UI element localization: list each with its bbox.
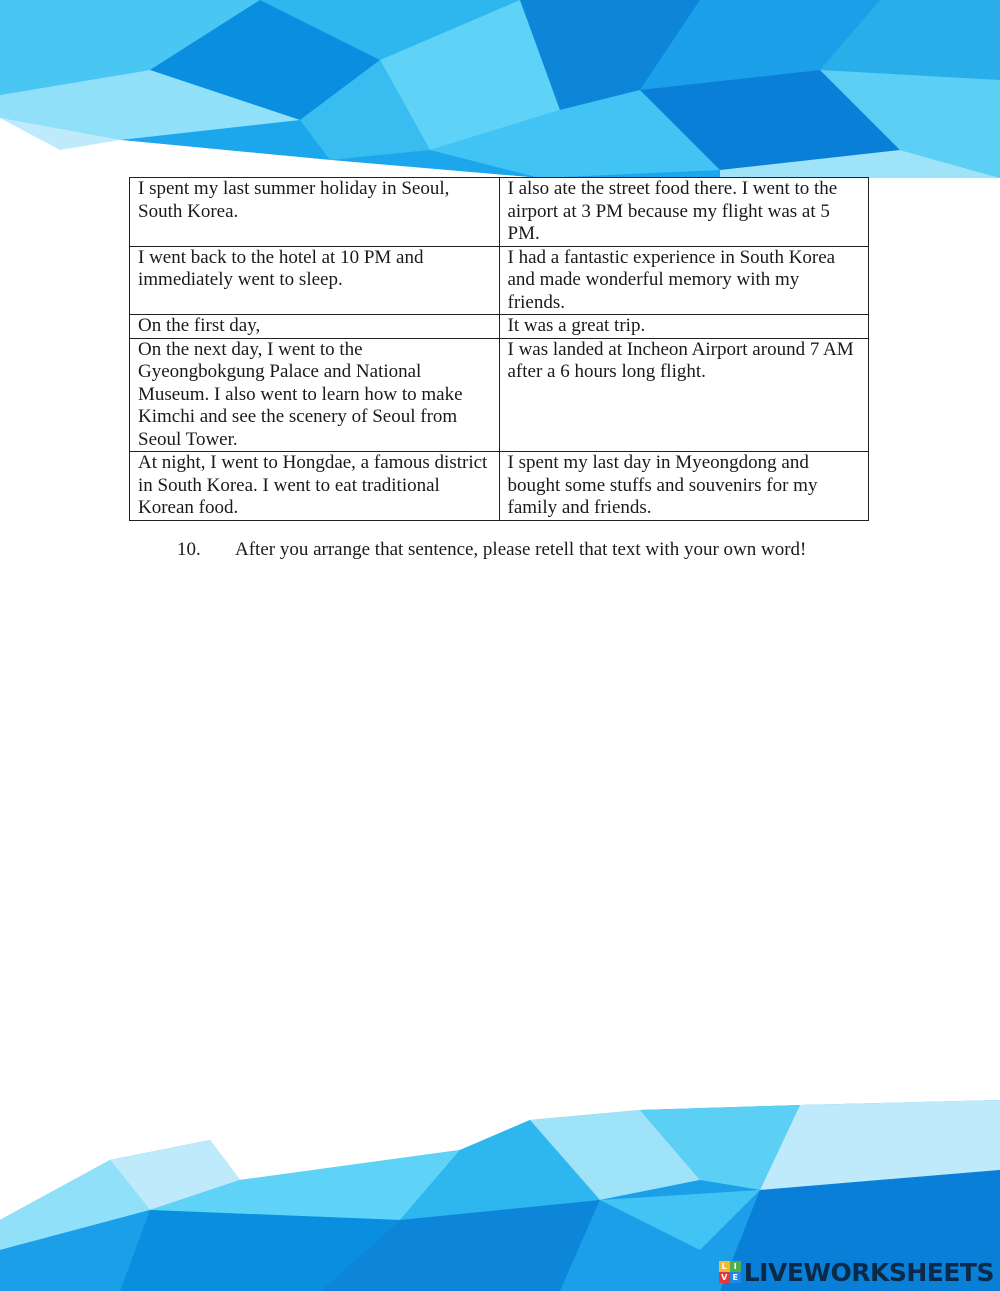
liveworksheets-wordmark: LIVEWORKSHEETS — [743, 1257, 994, 1287]
table-cell: I spent my last day in Myeongdong and bought some stuffs and souvenirs for my family and friends. — [499, 452, 869, 521]
table-cell: I went back to the hotel at 10 PM and immediately went to sleep. — [130, 246, 500, 315]
liveworksheets-brand — [719, 1259, 994, 1285]
table-cell: On the next day, I went to the Gyeongbokgung Palace and National Museum. I also went to learn how to make Kimchi and see the scenery of Seoul from Seoul Tower. — [130, 338, 500, 452]
table-cell: I also ate the street food there. I went to the airport at 3 PM because my flight was at 5 PM. — [499, 178, 869, 247]
table-row — [130, 178, 869, 247]
table-row — [130, 246, 869, 315]
liveworksheets-logo-icon: L I V E — [719, 1261, 741, 1283]
instruction-text: After you arrange that sentence, please retell that text with your own word! — [235, 539, 807, 560]
table-cell: I spent my last summer holiday in Seoul, South Korea. — [130, 178, 500, 247]
table-cell: It was a great trip. — [499, 315, 869, 339]
table-cell: I had a fantastic experience in South Korea and made wonderful memory with my friends. — [499, 246, 869, 315]
top-banner-decoration — [0, 0, 1000, 180]
table-cell: On the first day, — [130, 315, 500, 339]
table-row — [130, 452, 869, 521]
table-row — [130, 338, 869, 452]
table-cell: At night, I went to Hongdae, a famous district in South Korea. I went to eat traditional Korean food. — [130, 452, 500, 521]
instruction-item — [177, 538, 806, 562]
table-cell: I was landed at Incheon Airport around 7 AM after a 6 hours long flight. — [499, 338, 869, 452]
instruction-number: 10. — [177, 539, 201, 560]
table-row — [130, 315, 869, 339]
sentence-table — [129, 177, 869, 521]
